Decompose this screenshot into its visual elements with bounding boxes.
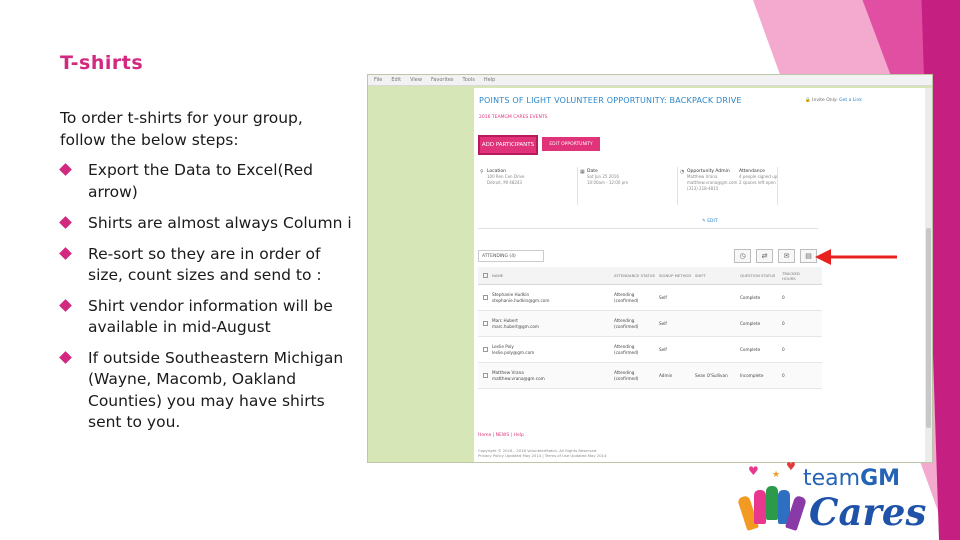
invite-only: [805, 98, 862, 103]
lock-icon: 🔒: [805, 98, 813, 103]
diamond-bullet-icon: [59, 163, 72, 176]
shuffle-icon[interactable]: ⇄: [756, 249, 773, 263]
participant-name: [492, 344, 614, 356]
intro-text: To order t-shirts for your group, follow the below steps:: [60, 109, 303, 149]
menu-file[interactable]: File: [374, 77, 383, 83]
map-pin-icon: ⚲: [480, 169, 484, 175]
question-status: Incomplete: [740, 373, 764, 378]
browser-menubar: [368, 75, 932, 86]
attendance-status: Attending (confirmed): [614, 291, 639, 303]
column-header[interactable]: QUESTION STATUS: [740, 273, 776, 278]
admin-line[interactable]: matthew.vrana@gm.com: [687, 180, 738, 185]
column-header[interactable]: ATTENDANCE STATUS: [614, 272, 655, 278]
shift: Sean O'Sullivan: [695, 373, 728, 378]
signup-method: Admin: [659, 373, 673, 378]
embedded-screenshot: [367, 74, 933, 463]
step-text: Shirts are almost always Column i: [88, 214, 352, 232]
column-header[interactable]: TRACKED HOURS: [782, 270, 800, 281]
attendance-card: [730, 167, 810, 207]
date-line: Sat Jun 25 2016: [587, 174, 619, 179]
scrollbar-thumb[interactable]: [926, 228, 931, 428]
admin-heading: Opportunity Admin: [687, 169, 730, 174]
invite-label: Invite Only:: [812, 98, 838, 103]
heart-icon: ♥: [786, 460, 796, 473]
admin-line: Matthew Vrana: [687, 174, 718, 179]
heart-icon: ♥: [748, 464, 759, 478]
attending-filter-select[interactable]: ATTENDING (4): [478, 250, 544, 262]
menu-tools[interactable]: Tools: [462, 77, 475, 83]
question-status: Complete: [740, 347, 761, 352]
date-card: [578, 167, 678, 205]
edit-opportunity-button[interactable]: EDIT OPPORTUNITY: [542, 137, 600, 151]
attendance-line: 4 people signed up: [739, 174, 778, 179]
copyright-line: Copyright © 2016 - 2016 VolunteerMatch. All Rights Reserved.: [478, 448, 598, 453]
events-subtitle[interactable]: 2016 TEAMGM CARES EVENTS: [479, 115, 548, 120]
participants-table: [478, 267, 822, 389]
table-row: [478, 363, 822, 389]
signup-method: Self: [659, 347, 667, 352]
speech-icon: ◔: [680, 169, 685, 175]
hand-icon: [754, 490, 766, 524]
row-checkbox[interactable]: [478, 321, 492, 326]
menu-help[interactable]: Help: [483, 77, 496, 83]
logo-cares-text: Cares: [809, 490, 927, 534]
signup-method: Self: [659, 295, 667, 300]
diamond-bullet-icon: [59, 216, 72, 229]
clock-icon[interactable]: ◷: [734, 249, 751, 263]
row-checkbox[interactable]: [478, 347, 492, 352]
step-text: Export the Data to Excel(Red arrow): [88, 161, 314, 201]
location-card: [478, 167, 578, 205]
footer-links[interactable]: Home | NEWS | Help: [478, 433, 524, 438]
attendance-heading: Attendance: [739, 169, 765, 174]
email-text: marc.hubert@gm.com: [492, 323, 540, 329]
location-line: Detroit, MI 48243: [487, 180, 522, 185]
select-all-checkbox[interactable]: [478, 273, 492, 278]
email-text: stephanie.hudkin@gm.com: [492, 297, 550, 303]
participant-name: [492, 318, 614, 330]
team-gm-cares-logo: [736, 460, 936, 536]
hand-icon: [766, 486, 778, 520]
admin-line: (313) 218-4815: [687, 186, 719, 191]
name-text[interactable]: Stephanie Hudkin: [492, 291, 530, 297]
table-row: [478, 311, 822, 337]
attendance-status: Attending (confirmed): [614, 369, 639, 381]
date-line: 10:00am - 12:00 pm: [587, 180, 629, 185]
table-header: [478, 267, 822, 285]
logo-team-text: teamGM: [803, 466, 901, 491]
step-item: [60, 348, 360, 434]
red-arrow-icon: [815, 247, 898, 267]
mail-icon[interactable]: ✉: [778, 249, 795, 263]
pencil-icon: ✎: [702, 219, 708, 224]
menu-view[interactable]: View: [410, 77, 422, 83]
question-status: Complete: [740, 295, 761, 300]
column-header[interactable]: SIGNUP METHOD: [659, 273, 692, 278]
menu-favorites[interactable]: Favorites: [430, 77, 454, 83]
steps-list: [60, 158, 360, 434]
name-text[interactable]: Marc Hubert: [492, 317, 518, 323]
table-row: [478, 337, 822, 363]
opportunity-title: POINTS OF LIGHT VOLUNTEER OPPORTUNITY: BACKPACK DRIVE: [479, 96, 742, 105]
tracked-hours: 0: [782, 347, 785, 352]
location-heading: Location: [487, 169, 507, 174]
footer-copyright: [478, 448, 607, 458]
scrollbar[interactable]: [925, 88, 932, 463]
date-heading: Date: [587, 169, 598, 174]
signup-method: Self: [659, 321, 667, 326]
diamond-bullet-icon: [59, 247, 72, 260]
attendance-status: Attending (confirmed): [614, 343, 639, 355]
diamond-bullet-icon: [59, 351, 72, 364]
policy-line[interactable]: Privacy Policy Updated May 2014 | Terms of Use Updated May 2014: [478, 453, 607, 458]
export-icon[interactable]: ▤: [800, 249, 817, 263]
participant-name: [492, 370, 614, 382]
question-status: Complete: [740, 321, 761, 326]
step-item: [60, 244, 360, 287]
tracked-hours: 0: [782, 373, 785, 378]
step-text: Shirt vendor information will be available in mid-August: [88, 296, 333, 336]
star-icon: ★: [772, 470, 781, 480]
participant-name: [492, 292, 614, 304]
attendance-line: 2 spaces left open: [739, 180, 776, 185]
row-checkbox[interactable]: [478, 295, 492, 300]
attendance-status: Attending (confirmed): [614, 317, 639, 329]
table-row: [478, 285, 822, 311]
location-line: 100 Ren Cen Drive: [487, 174, 525, 179]
edit-link-label: EDIT: [707, 219, 718, 224]
grid-toolbar: [734, 249, 817, 263]
name-text[interactable]: Matthew Vrana: [492, 369, 524, 375]
step-item: [60, 296, 360, 339]
step-item: [60, 213, 360, 235]
row-checkbox[interactable]: [478, 373, 492, 378]
tracked-hours: 0: [782, 321, 785, 326]
step-text: Re-sort so they are in order of size, count sizes and send to :: [88, 244, 322, 284]
name-text[interactable]: Leslie Poly: [492, 343, 514, 349]
invite-link[interactable]: Get a Link: [839, 98, 862, 103]
edit-link[interactable]: [702, 219, 718, 224]
volunteer-page: [474, 88, 926, 463]
email-text: leslie.poly@gm.com: [492, 349, 535, 355]
column-header[interactable]: SHIFT: [695, 273, 706, 278]
add-participants-button[interactable]: ADD PARTICIPANTS: [478, 135, 538, 155]
slide-title: T-shirts: [60, 52, 144, 74]
tracked-hours: 0: [782, 295, 785, 300]
email-text: matthew.vrana@gm.com: [492, 375, 545, 381]
menu-edit[interactable]: Edit: [391, 77, 402, 83]
step-item: [60, 160, 360, 203]
step-text: If outside Southeastern Michigan (Wayne, Macomb, Oakland Counties) you may have shirts sent to you.: [88, 348, 344, 431]
divider: [478, 228, 818, 229]
column-header[interactable]: NAME: [492, 272, 504, 278]
calendar-icon: ▦: [580, 169, 585, 175]
diamond-bullet-icon: [59, 299, 72, 312]
